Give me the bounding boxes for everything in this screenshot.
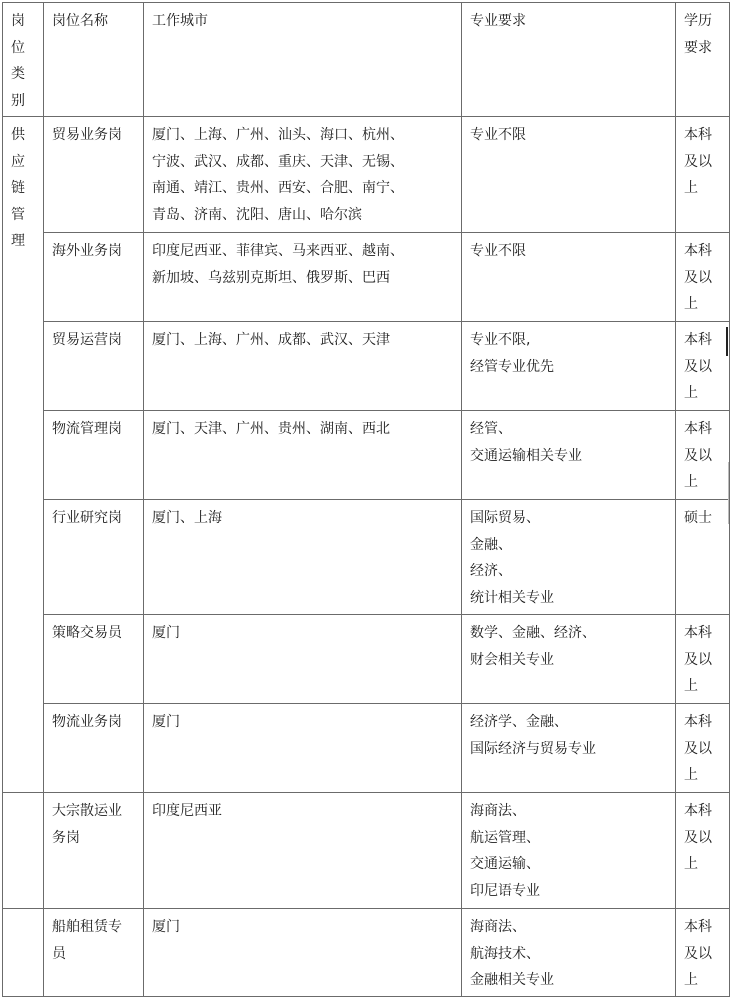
major-requirement [462, 615, 676, 704]
text-cursor-mark [726, 327, 728, 356]
major-line: 经济、 [470, 563, 512, 579]
major-line: 航运管理、 [470, 829, 540, 846]
table-row [3, 322, 730, 411]
major-requirement [462, 793, 676, 909]
education-requirement: 本科 及以 上 [676, 909, 730, 997]
table-row [3, 233, 730, 322]
major-requirement [462, 322, 676, 411]
city-line: 厦门 [152, 625, 180, 641]
work-city [144, 500, 462, 615]
table-row [3, 500, 730, 615]
header-category: 岗 位 类 别 [3, 3, 44, 117]
education-requirement: 本科 及以 上 [676, 117, 730, 233]
position-name: 贸易业务岗 [44, 117, 144, 233]
work-city [144, 233, 462, 322]
table-row [3, 411, 730, 500]
education-requirement: 本科 及以 上 [676, 322, 730, 411]
header-position: 岗位名称 [44, 3, 144, 117]
education-requirement: 硕士 [676, 500, 730, 615]
job-table [2, 2, 730, 997]
city-line: 青岛、济南、沈阳、唐山、哈尔滨 [152, 206, 362, 223]
major-line: 金融相关专业 [470, 972, 554, 988]
major-line: 经管专业优先 [470, 358, 554, 375]
position-name: 行业研究岗 [44, 500, 144, 615]
city-line: 厦门 [152, 919, 180, 935]
header-education: 学历 要求 [676, 3, 730, 117]
major-line: 国际贸易、 [470, 510, 540, 526]
major-requirement [462, 909, 676, 997]
position-name: 策略交易员 [44, 615, 144, 704]
major-line: 海商法、 [470, 919, 526, 935]
major-line: 国际经济与贸易专业 [470, 740, 596, 757]
major-line: 经管、 [470, 421, 512, 437]
major-line: 经济学、金融、 [470, 714, 568, 730]
major-line: 专业不限 [470, 243, 526, 259]
work-city [144, 117, 462, 233]
education-requirement: 本科 及以 上 [676, 233, 730, 322]
education-requirement: 本科 及以 上 [676, 793, 730, 909]
city-line: 新加坡、乌兹别克斯坦、俄罗斯、巴西 [152, 269, 390, 286]
major-line: 统计相关专业 [470, 589, 554, 606]
table-header-row [3, 3, 730, 117]
edge-divider [728, 462, 729, 524]
major-line: 财会相关专业 [470, 651, 554, 668]
major-requirement [462, 233, 676, 322]
major-requirement [462, 411, 676, 500]
major-line: 印尼语专业 [470, 882, 540, 899]
city-line: 宁波、武汉、成都、重庆、天津、无锡、 [152, 153, 404, 170]
city-line: 印度尼西亚 [152, 803, 222, 819]
work-city [144, 793, 462, 909]
work-city [144, 909, 462, 997]
position-name: 贸易运营岗 [44, 322, 144, 411]
major-line: 数学、金融、经济、 [470, 625, 596, 641]
work-city [144, 615, 462, 704]
table-row [3, 117, 730, 233]
category-empty [3, 793, 44, 909]
major-line: 航海技术、 [470, 945, 540, 962]
work-city [144, 322, 462, 411]
table-row [3, 793, 730, 909]
position-name: 物流业务岗 [44, 704, 144, 793]
major-line: 交通运输相关专业 [470, 447, 582, 464]
major-line: 金融、 [470, 536, 512, 553]
major-line: 专业不限 [470, 127, 526, 143]
city-line: 印度尼西亚、菲律宾、马来西亚、越南、 [152, 243, 404, 259]
city-line: 厦门、上海、广州、汕头、海口、杭州、 [152, 127, 404, 143]
position-name: 大宗散运业 务岗 [44, 793, 144, 909]
education-requirement: 本科 及以 上 [676, 411, 730, 500]
header-major: 专业要求 [462, 3, 676, 117]
category-supply-chain: 供 应 链 管 理 [3, 117, 44, 793]
city-line: 厦门 [152, 714, 180, 730]
major-line: 交通运输、 [470, 856, 540, 872]
table-row [3, 615, 730, 704]
position-name: 船舶租赁专 员 [44, 909, 144, 997]
work-city [144, 411, 462, 500]
city-line: 厦门、天津、广州、贵州、湖南、西北 [152, 421, 390, 437]
major-requirement [462, 117, 676, 233]
major-line: 专业不限, [470, 332, 531, 348]
major-requirement [462, 500, 676, 615]
city-line: 厦门、上海、广州、成都、武汉、天津 [152, 332, 390, 348]
table-row [3, 704, 730, 793]
education-requirement: 本科 及以 上 [676, 615, 730, 704]
city-line: 厦门、上海 [152, 510, 222, 526]
table-row [3, 909, 730, 997]
position-name: 海外业务岗 [44, 233, 144, 322]
position-name: 物流管理岗 [44, 411, 144, 500]
work-city [144, 704, 462, 793]
education-requirement: 本科 及以 上 [676, 704, 730, 793]
category-empty [3, 909, 44, 997]
header-city: 工作城市 [144, 3, 462, 117]
city-line: 南通、靖江、贵州、西安、合肥、南宁、 [152, 180, 404, 196]
major-requirement [462, 704, 676, 793]
major-line: 海商法、 [470, 803, 526, 819]
